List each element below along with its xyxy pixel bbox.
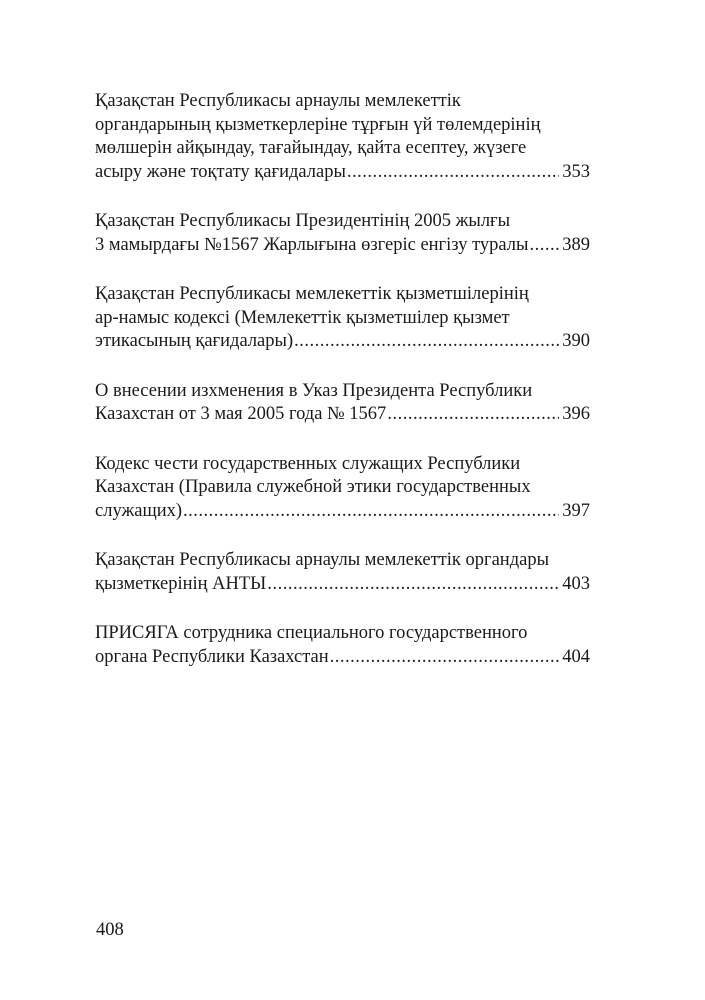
toc-entry-line: органа Республики Казахстан xyxy=(95,646,329,667)
toc-entry[interactable] xyxy=(95,380,590,427)
toc-entry-last-line xyxy=(95,234,590,258)
toc-entry[interactable] xyxy=(95,549,590,596)
toc-entry-line: органдарының қызметкерлеріне тұрғын үй төлемдерінің xyxy=(95,114,541,135)
toc-entry-line: 3 мамырдағы №1567 Жарлығына өзгеріс енгізу туралы xyxy=(95,234,529,255)
toc-page-number: 397 xyxy=(562,500,590,521)
toc-entry-line: Казахстан от 3 мая 2005 года № 1567 xyxy=(95,404,387,424)
dot-leader xyxy=(267,573,559,597)
toc-page-number: 389 xyxy=(562,234,590,255)
dot-leader xyxy=(330,646,560,670)
dot-leader xyxy=(529,234,559,258)
toc-entry-line: Қазақстан Республикасы арнаулы мемлекеттік органдары xyxy=(95,550,550,570)
toc-entry-line: Казахстан (Правила служебной этики государственных xyxy=(95,477,531,497)
toc-page-number: 390 xyxy=(562,331,590,351)
toc-entry-line: Кодекс чести государственных служащих Республики xyxy=(95,453,521,474)
toc-page-number: 404 xyxy=(562,646,590,667)
toc-entry-last-line xyxy=(95,403,590,427)
toc-page-number: 396 xyxy=(562,404,590,424)
toc-page-number: 403 xyxy=(562,573,590,594)
toc-entry-line: Қазақстан Республикасы Президентінің 2005 жылғы xyxy=(95,211,511,231)
toc-entry-line: асыру және тоқтату қағидалары xyxy=(95,161,346,182)
dot-leader xyxy=(387,403,559,427)
toc-entry-last-line xyxy=(95,500,590,524)
toc-entry[interactable] xyxy=(95,90,590,184)
toc-entry-line: служащих) xyxy=(95,500,182,521)
toc-entry[interactable] xyxy=(95,453,590,524)
dot-leader xyxy=(183,500,559,524)
toc-entry-line: этикасының қағидалары) xyxy=(95,331,294,351)
toc-entry-last-line xyxy=(95,330,590,354)
toc-entry-line: ар-намыс кодексі (Мемлекеттік қызметшілер қызмет xyxy=(95,307,510,328)
page-number: 408 xyxy=(96,920,124,940)
toc-entry-last-line xyxy=(95,573,590,597)
toc-entry-last-line xyxy=(95,161,590,185)
table-of-contents xyxy=(95,90,590,695)
toc-entry[interactable] xyxy=(95,283,590,354)
dot-leader xyxy=(347,161,559,185)
toc-entry-line: мөлшерін айқындау, тағайындау, қайта есептеу, жүзеге xyxy=(95,138,527,158)
toc-page-number: 353 xyxy=(562,161,590,182)
toc-entry[interactable] xyxy=(95,210,590,257)
toc-entry-line: Қазақстан Республикасы мемлекеттік қызметшілерінің xyxy=(95,284,529,304)
toc-entry-line: О внесении изхменения в Указ Президента Республики xyxy=(95,380,533,401)
dot-leader xyxy=(294,330,559,354)
toc-entry-line: Қазақстан Республикасы арнаулы мемлекеттік xyxy=(95,91,461,111)
toc-entry[interactable] xyxy=(95,622,590,669)
toc-entry-line: қызметкерінің АНТЫ xyxy=(95,573,267,594)
toc-entry-line: ПРИСЯГА сотрудника специального государственного xyxy=(95,623,528,643)
toc-entry-last-line xyxy=(95,646,590,670)
